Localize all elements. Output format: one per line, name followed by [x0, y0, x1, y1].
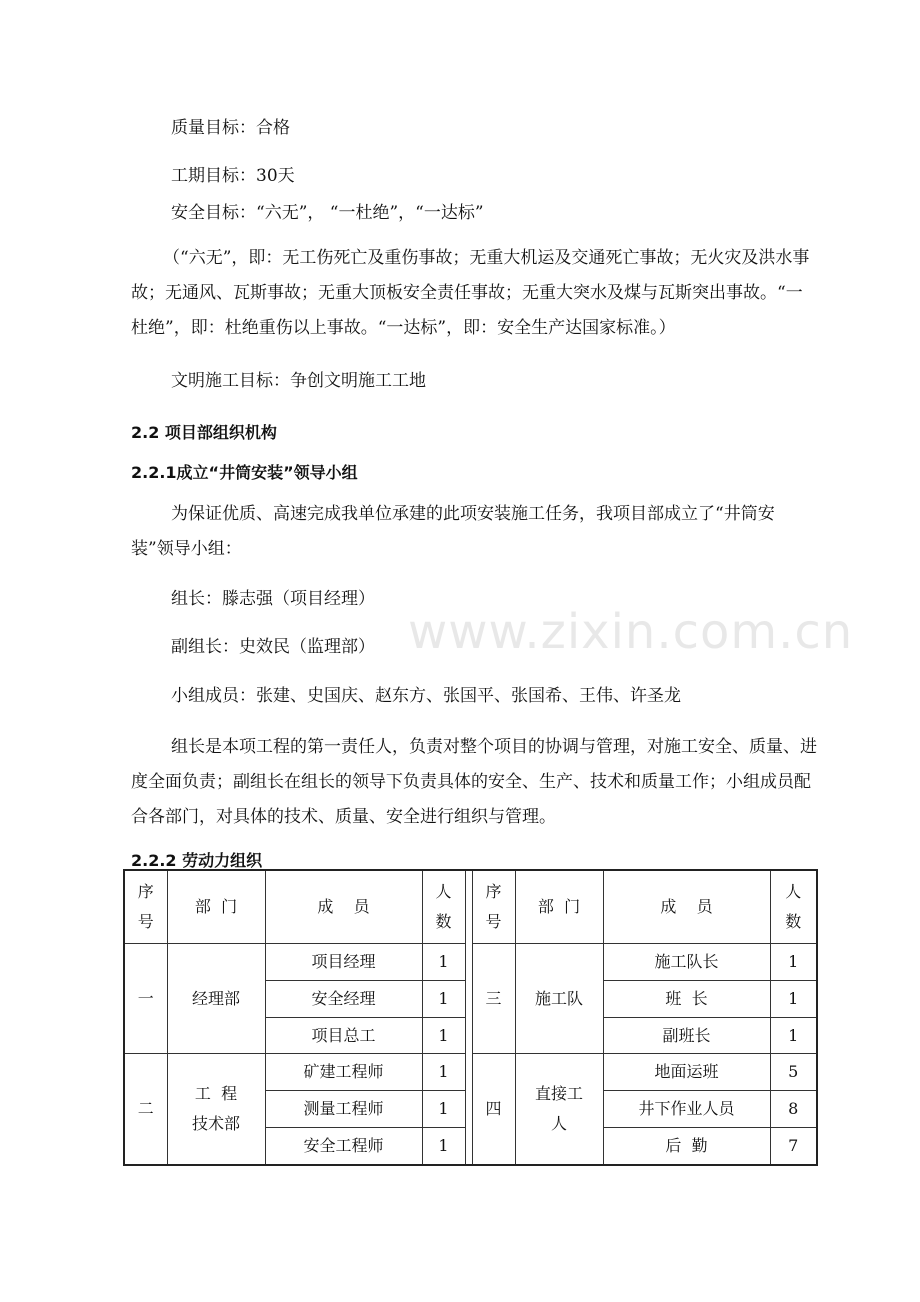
member-cell: 副班长 [603, 1017, 770, 1054]
responsibilities-paragraph: 组长是本项工程的第一责任人，负责对整个项目的协调与管理，对施工安全、质量、进度全面负责；副组长在组长的领导下负责具体的安全、生产、技术和质量工作；小组成员配合各部门，对具体的技术、质量、安全进行组织与管理。 [131, 737, 817, 827]
group-leader: 组长：滕志强（项目经理） [171, 589, 375, 609]
safety-goal-note: （“六无”，即：无工伤死亡及重伤事故；无重大机运及交通死亡事故；无火灾及洪水事故；无通风、瓦斯事故；无重大顶板安全责任事故；无重大突水及煤与瓦斯突出事故。“一杜绝”，即：杜绝重伤以上事故。“一达标”，即：安全生产达国家标准。） [131, 248, 810, 338]
dept-cell: 工 程 技术部 [167, 1054, 265, 1165]
header-seq-left: 序 号 [124, 870, 167, 944]
labor-organization-table [123, 869, 818, 1166]
dept-cell: 施工队 [515, 944, 603, 1054]
member-cell: 测量工程师 [265, 1091, 422, 1128]
watermark: www.zixin.com.cn [408, 604, 854, 660]
leadership-intro: 为保证优质、高速完成我单位承建的此项安装施工任务，我项目部成立了“井筒安装”领导小组： [131, 504, 775, 559]
table-column-gap [465, 870, 472, 1165]
group-members: 小组成员：张建、史国庆、赵东方、张国平、张国希、王伟、许圣龙 [171, 686, 681, 706]
count-cell: 1 [422, 1017, 465, 1054]
header-count-right: 人 数 [770, 870, 817, 944]
safety-goal: 安全目标：“六无”， “一杜绝”，“一达标” [171, 203, 484, 223]
count-cell: 7 [770, 1128, 817, 1165]
quality-goal: 质量目标：合格 [171, 118, 290, 138]
member-cell: 施工队长 [603, 944, 770, 981]
count-cell: 8 [770, 1091, 817, 1128]
civilized-construction-goal: 文明施工目标：争创文明施工工地 [171, 371, 426, 391]
count-cell: 1 [770, 980, 817, 1017]
member-cell: 井下作业人员 [603, 1091, 770, 1128]
dept-cell: 直接工 人 [515, 1054, 603, 1165]
member-cell: 地面运班 [603, 1054, 770, 1091]
section-heading-2-2-2: 2.2.2 劳动力组织 [131, 851, 263, 870]
member-cell: 项目经理 [265, 944, 422, 981]
count-cell: 1 [422, 1091, 465, 1128]
seq-cell: 二 [124, 1054, 167, 1165]
header-dept-right: 部 门 [515, 870, 603, 944]
count-cell: 1 [770, 1017, 817, 1054]
table-header-row [124, 870, 817, 944]
count-cell: 5 [770, 1054, 817, 1091]
count-cell: 1 [422, 944, 465, 981]
deputy-leader: 副组长：史效民（监理部） [171, 637, 375, 657]
section-heading-2-2: 2.2 项目部组织机构 [131, 423, 277, 442]
count-cell: 1 [422, 980, 465, 1017]
section-heading-2-2-1: 2.2.1成立“井筒安装”领导小组 [131, 463, 358, 482]
seq-cell: 三 [472, 944, 515, 1054]
header-count-left: 人 数 [422, 870, 465, 944]
member-cell: 后 勤 [603, 1128, 770, 1165]
header-seq-right: 序 号 [472, 870, 515, 944]
seq-cell: 一 [124, 944, 167, 1054]
member-cell: 安全工程师 [265, 1128, 422, 1165]
count-cell: 1 [422, 1128, 465, 1165]
count-cell: 1 [770, 944, 817, 981]
header-dept-left: 部 门 [167, 870, 265, 944]
member-cell: 项目总工 [265, 1017, 422, 1054]
seq-cell: 四 [472, 1054, 515, 1165]
member-cell: 班 长 [603, 980, 770, 1017]
header-member-right: 成 员 [603, 870, 770, 944]
member-cell: 安全经理 [265, 980, 422, 1017]
count-cell: 1 [422, 1054, 465, 1091]
schedule-goal: 工期目标：30天 [171, 166, 295, 186]
header-member-left: 成 员 [265, 870, 422, 944]
member-cell: 矿建工程师 [265, 1054, 422, 1091]
dept-cell: 经理部 [167, 944, 265, 1054]
